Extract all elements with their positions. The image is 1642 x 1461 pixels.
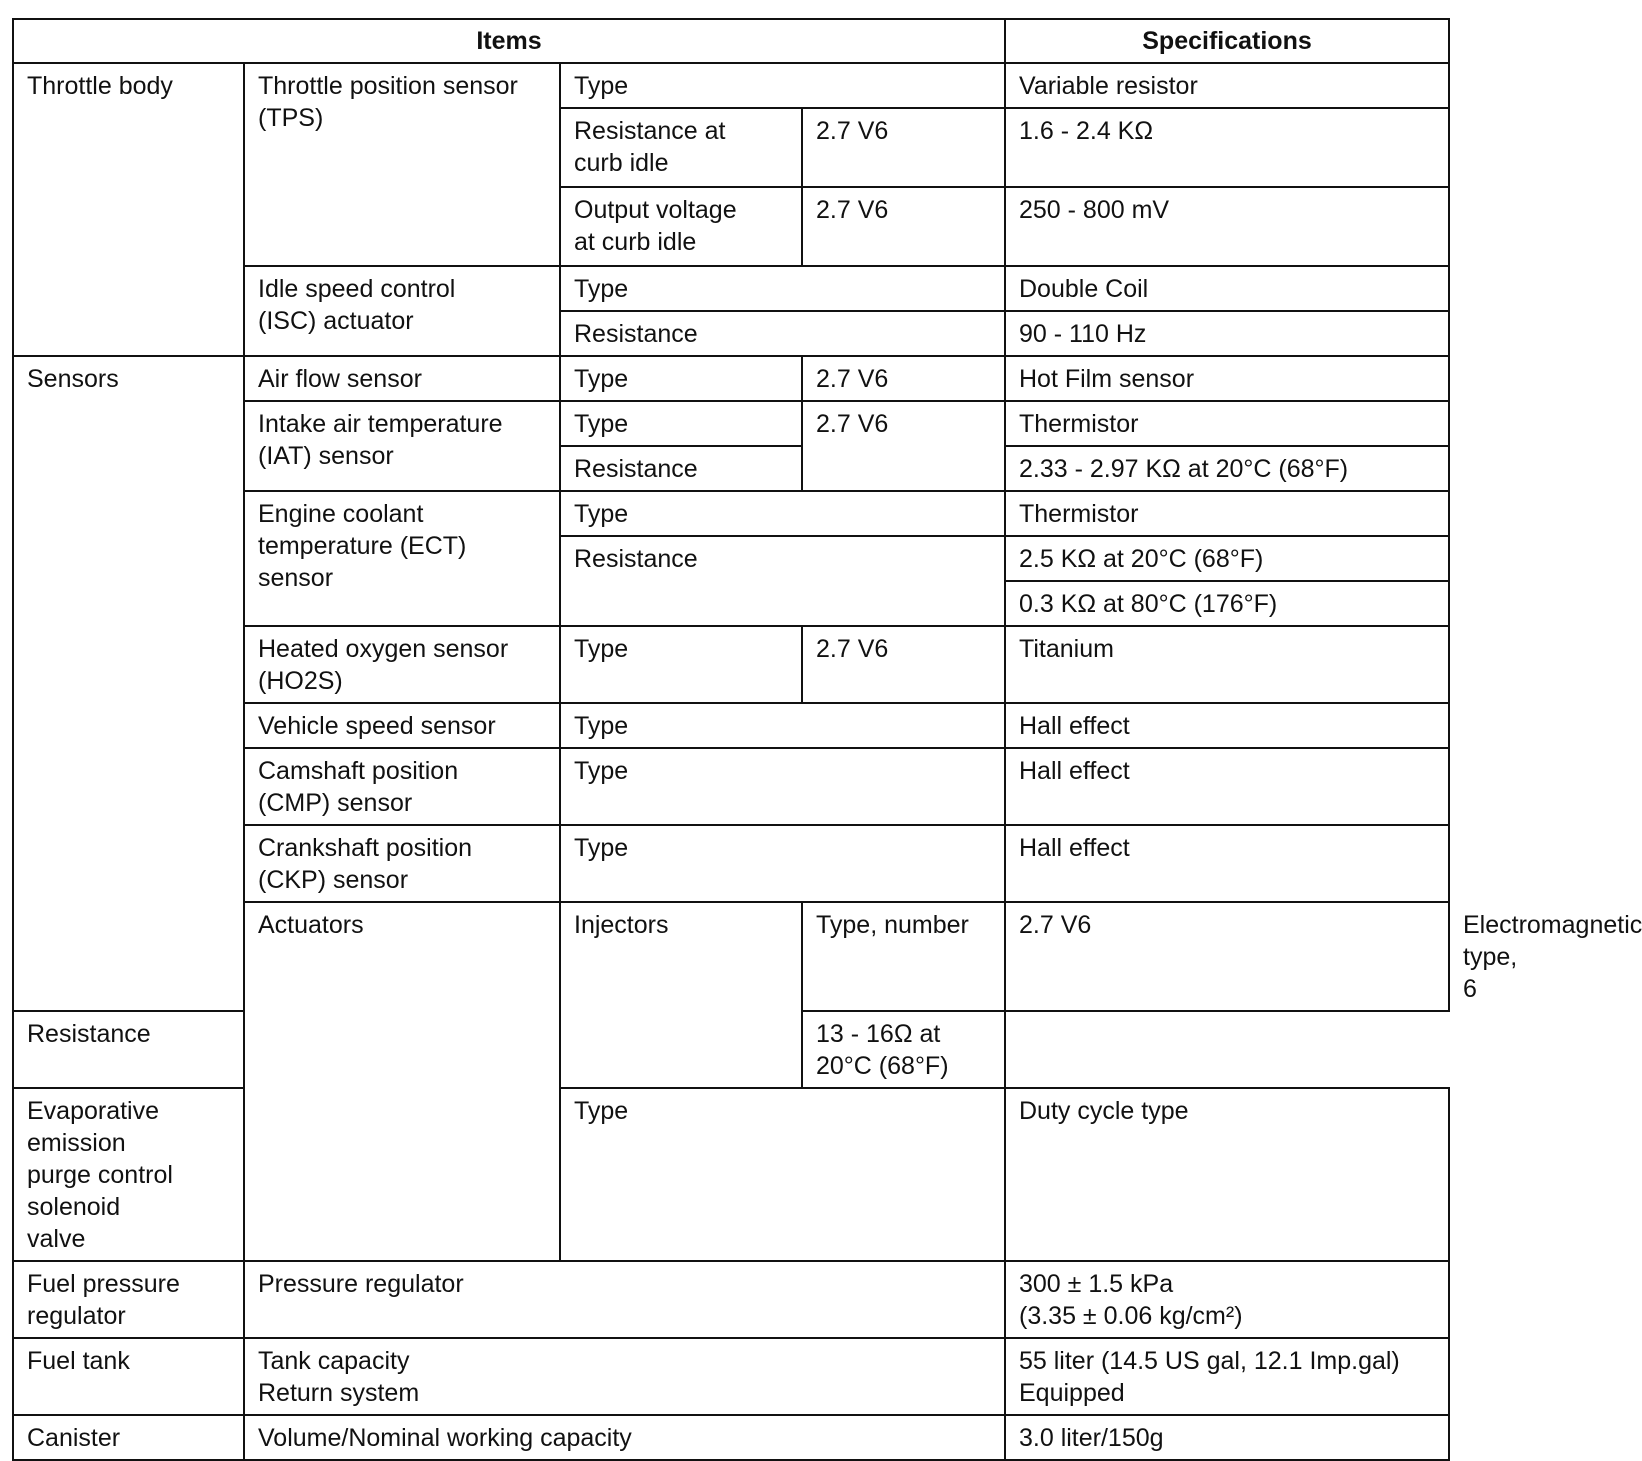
specifications-table <box>12 18 1642 1461</box>
header-row <box>13 19 1449 63</box>
spec-value: 0.3 KΩ at 80°C (176°F) <box>1005 581 1449 626</box>
param-label: Type <box>560 356 802 401</box>
spec-value: Hall effect <box>1005 748 1449 825</box>
param-label: Type <box>560 63 1005 108</box>
param-label: Type <box>560 825 1005 902</box>
spec-value: 3.0 liter/150g <box>1005 1415 1449 1460</box>
spec-value: Hall effect <box>1005 703 1449 748</box>
spec-value: 2.5 KΩ at 20°C (68°F) <box>1005 536 1449 581</box>
spec-value: Hall effect <box>1005 825 1449 902</box>
group-actuators: Actuators <box>244 902 560 1261</box>
param-label: Resistance at curb idle <box>560 108 802 187</box>
spec-value: 55 liter (14.5 US gal, 12.1 Imp.gal) Equipped <box>1005 1338 1449 1415</box>
specifications-header: Specifications <box>1005 19 1449 63</box>
item-pressure-regulator: Pressure regulator <box>244 1261 1005 1338</box>
param-label: Type <box>560 703 1005 748</box>
item-iat-sensor: Intake air temperature (IAT) sensor <box>244 401 560 491</box>
item-injectors: Injectors <box>560 902 802 1088</box>
table-row <box>13 1261 1449 1338</box>
param-label: Resistance <box>560 536 1005 626</box>
param-label: Type, number <box>802 902 1005 1011</box>
spec-value: 1.6 - 2.4 KΩ <box>1005 108 1449 187</box>
param-label: Type <box>560 748 1005 825</box>
item-isc: Idle speed control (ISC) actuator <box>244 266 560 356</box>
item-air-flow-sensor: Air flow sensor <box>244 356 560 401</box>
param-label: Type <box>560 1088 1005 1261</box>
table-row: Actuators Injectors Type, number 2.7 V6 Electromagnetic type, 6 <box>13 902 1449 1011</box>
item-tank-capacity: Tank capacity Return system <box>244 1338 1005 1415</box>
group-canister: Canister <box>13 1415 244 1460</box>
group-throttle-body: Throttle body <box>13 63 244 356</box>
group-sensors: Sensors <box>13 356 244 1011</box>
engine-variant: 2.7 V6 <box>802 187 1005 266</box>
spec-value: Thermistor <box>1005 491 1449 536</box>
engine-variant: 2.7 V6 <box>802 356 1005 401</box>
table-row <box>13 1338 1449 1415</box>
spec-value: Variable resistor <box>1005 63 1449 108</box>
item-tps: Throttle position sensor (TPS) <box>244 63 560 266</box>
spec-value: Duty cycle type <box>1005 1088 1449 1261</box>
item-cmp-sensor: Camshaft position (CMP) sensor <box>244 748 560 825</box>
spec-value: 300 ± 1.5 kPa (3.35 ± 0.06 kg/cm²) <box>1005 1261 1449 1338</box>
group-fuel-tank: Fuel tank <box>13 1338 244 1415</box>
param-label: Resistance <box>13 1011 560 1088</box>
spec-value: 13 - 16Ω at 20°C (68°F) <box>802 1011 1005 1088</box>
spec-value: Titanium <box>1005 626 1449 703</box>
spec-value: Thermistor <box>1005 401 1449 446</box>
group-fuel-pressure-regulator: Fuel pressure regulator <box>13 1261 244 1338</box>
spec-value: 250 - 800 mV <box>1005 187 1449 266</box>
engine-variant: 2.7 V6 <box>1005 902 1449 1011</box>
param-label: Type <box>560 626 802 703</box>
items-header: Items <box>13 19 1005 63</box>
item-evap-purge-solenoid: Evaporative emission purge control solenoid valve <box>13 1088 244 1261</box>
item-volume-capacity: Volume/Nominal working capacity <box>244 1415 1005 1460</box>
table-row <box>13 356 1449 401</box>
table-row <box>13 1088 1449 1261</box>
param-label: Type <box>560 491 1005 536</box>
spec-value: 90 - 110 Hz <box>1005 311 1449 356</box>
item-ckp-sensor: Crankshaft position (CKP) sensor <box>244 825 560 902</box>
param-label: Output voltage at curb idle <box>560 187 802 266</box>
item-vehicle-speed-sensor: Vehicle speed sensor <box>244 703 560 748</box>
table-row <box>13 1415 1449 1460</box>
param-label: Type <box>560 401 802 446</box>
engine-variant: 2.7 V6 <box>802 626 1005 703</box>
item-ect-sensor: Engine coolant temperature (ECT) sensor <box>244 491 560 626</box>
spec-value: Double Coil <box>1005 266 1449 311</box>
spec-value: Hot Film sensor <box>1005 356 1449 401</box>
item-ho2s: Heated oxygen sensor (HO2S) <box>244 626 560 703</box>
engine-variant: 2.7 V6 <box>802 108 1005 187</box>
spec-value: 2.33 - 2.97 KΩ at 20°C (68°F) <box>1005 446 1449 491</box>
engine-variant: 2.7 V6 <box>802 401 1005 491</box>
param-label: Resistance <box>560 446 802 491</box>
table-row <box>13 63 1449 108</box>
param-label: Type <box>560 266 1005 311</box>
param-label: Resistance <box>560 311 1005 356</box>
